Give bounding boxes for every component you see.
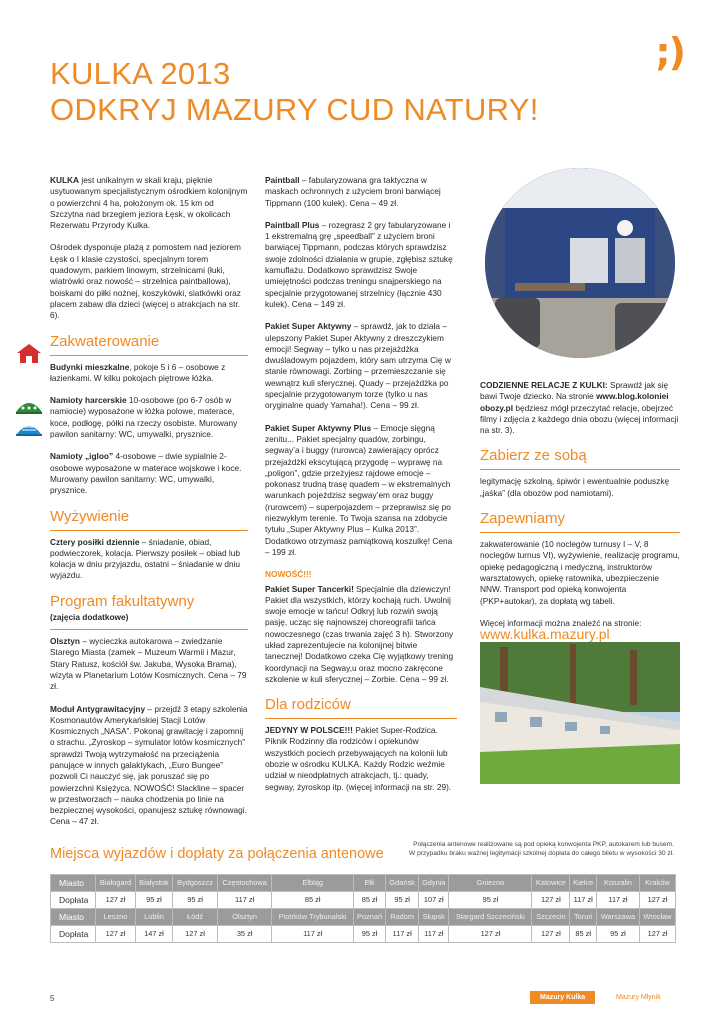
- price-cell: 85 zł: [272, 892, 354, 909]
- price-cell: 85 zł: [570, 926, 597, 943]
- building-photo: [480, 642, 680, 784]
- table-row: [51, 875, 676, 892]
- city-cell: Koszalin: [597, 875, 640, 892]
- footer-tag-kulka[interactable]: Mazury Kulka: [530, 991, 595, 1004]
- city-cell: Wrocław: [639, 909, 675, 926]
- accommodation-tents: [50, 395, 248, 440]
- city-cell: Stargard Szczeciński: [449, 909, 532, 926]
- table-row: [51, 909, 676, 926]
- city-cell: Elbląg: [272, 875, 354, 892]
- relations-text: Sprawdź jak się bawi Twoje dziecko. Na stronie: [480, 380, 669, 402]
- price-cell: 95 zł: [449, 892, 532, 909]
- city-cell: Lublin: [135, 909, 173, 926]
- table-note-1: Połączenia antenowe realizowane są pod opieką konwojenta PKP, autokarem lub busem.: [413, 841, 674, 848]
- olsztyn-bold: Olsztyn: [50, 636, 80, 647]
- price-cell: 127 zł: [96, 892, 135, 909]
- price-cell: 127 zł: [449, 926, 532, 943]
- heading-program: Program fakultatywny: [50, 592, 195, 610]
- super-active-plus-bold: Pakiet Super Aktywny Plus: [265, 422, 372, 433]
- provide-paragraph: zakwaterowanie (10 noclegów turnusy I – V, 8 noclegów turnus VI), wyżywienie, realizację programu, opiekę pedagogiczną i medyczną, instruktorów warsztatowych, opiekę ratownika, ubezpieczenie NNW. Transport pod opieką konwojenta (PKP+autokar), za dopłatą wg tabeli.: [480, 539, 680, 606]
- program-subtitle: (zajęcia dodatkowe): [50, 611, 129, 622]
- food-text: – śniadanie, obiad, podwieczorek, kolacja. Pierwszy posiłek – obiad lub kolacja w dniu przyjazdu, ostatni – śniadanie w dniu wyjazdu.: [50, 536, 241, 581]
- dancer-bold: Pakiet Super Tancerki!: [265, 583, 354, 594]
- divider: [265, 718, 457, 719]
- row-label: Dopłata: [51, 892, 96, 909]
- column-middle: [265, 175, 457, 804]
- price-table: [50, 874, 676, 943]
- column-right: [480, 380, 680, 643]
- super-active-paragraph: [265, 321, 457, 411]
- city-cell: Kraków: [639, 875, 675, 892]
- accommodation-buildings: [50, 362, 248, 385]
- paintball-paragraph: [265, 175, 457, 209]
- divider: [480, 532, 680, 533]
- new-badge: NOWOŚĆ!!!: [265, 569, 312, 580]
- table-title: Miejsca wyjazdów i dopłaty za połączenia antenowe: [50, 846, 384, 862]
- divider: [50, 355, 248, 356]
- tents-bold: Namioty harcerskie: [50, 395, 127, 406]
- paintball-plus-text: – rozegrasz 2 gry fabularyzowane i 1 ekstremalną grę „speedball” z użyciem broni barwiącej Tippmann, podczas których sprawdzisz swoje zdolności działania w grupie, zgłębisz sztukę kamuflażu. Dodatkowo sprawdzisz Swoje umiejętności podczas treningu snajperskiego na specjalnie przygotowanej strzelnicy (łącznie 430 kulek). Cena – 149 zł.: [265, 219, 453, 309]
- intro-bold: KULKA: [50, 175, 80, 185]
- igloo-icon: [14, 416, 44, 438]
- price-cell: 117 zł: [217, 892, 272, 909]
- price-cell: 127 zł: [173, 926, 218, 943]
- city-cell: Katowice: [532, 875, 570, 892]
- blog-link[interactable]: www.blog.koloniei​obozy.pl: [480, 391, 669, 413]
- intro-paragraph: [50, 175, 248, 231]
- dancer-text: Specjalnie dla dziewczyn! Pakiet dla wszystkich, którzy kochają ruch. Uwolnij swoje emocje w tańcu! Odkryj lub rozwiń swoją pasję, ucząc się najnowszej choreografii tańca nowoczesnego (czas trwania zajęć 3 h). Stworzony układ zaprezentujecie na kolonijnej bitwie tanecznej! Dodatkowo czeka Cię wyjątkowy trening koordynacji na Segway,u oraz mocno zakręcone szkolenie w kuli sferycznej – Zorbie. Cena – 99 zł.: [265, 583, 454, 684]
- price-cell: 127 zł: [96, 926, 135, 943]
- heading-parents: Dla rodziców: [265, 696, 351, 714]
- super-active-plus-text: – Emocje sięgną zenitu... Pakiet specjalny quadów, zorbingu, segway’a i buggy (rurowca) zawierający oprócz przejażdżki ekscytującą przygodę – wyprawę na „poligon”, gdzie przeżyjesz rajdowe emocje – pokonasz trudną trasę quadem – w ekstremalnych warunkach pojeździsz segway’em oraz buggy (rurowcem) – superpojazdem – przeprawisz się po niezwykłym terenie. To Twoja szansa na zdobycie tytułu „Super Aktywny Plus – Kulka 2013”. Dodatkowo otrzymasz pamiątkową koszulkę! Cena – 199 zł.: [265, 422, 453, 557]
- table-note: [374, 840, 674, 858]
- house-icon: [14, 342, 44, 364]
- table-note-2: W przypadku braku ważnej legitymacji szkolnej dopłata do całego biletu w wysokości 30 zł.: [409, 850, 674, 857]
- more-info: Więcej informacji można znaleźć na stronie:: [480, 617, 642, 628]
- igloo-bold: Namioty „igloo”: [50, 451, 114, 462]
- parents-paragraph: [265, 725, 457, 793]
- city-cell: Białystok: [135, 875, 173, 892]
- heading-food: Wyżywienie: [50, 507, 130, 525]
- relations-paragraph: [480, 380, 680, 436]
- divider: [50, 530, 248, 531]
- price-cell: 95 zł: [135, 892, 173, 909]
- divider: [50, 629, 248, 630]
- divider: [480, 469, 680, 470]
- row-label: Miasto: [51, 875, 96, 892]
- heading-bring: Zabierz ze sobą: [480, 447, 587, 465]
- city-cell: Radom: [386, 909, 419, 926]
- city-cell: Toruń: [570, 909, 597, 926]
- city-cell: Szczecin: [532, 909, 570, 926]
- relations-bold: CODZIENNE RELACJE Z KULKI:: [480, 380, 608, 390]
- price-cell: 147 zł: [135, 926, 173, 943]
- price-cell: 95 zł: [597, 926, 640, 943]
- price-cell: 95 zł: [353, 926, 385, 943]
- price-cell: 117 zł: [386, 926, 419, 943]
- city-cell: Gdańsk: [386, 875, 419, 892]
- city-cell: Słupsk: [419, 909, 449, 926]
- price-cell: 85 zł: [353, 892, 385, 909]
- city-cell: Gniezno: [449, 875, 532, 892]
- price-cell: 95 zł: [386, 892, 419, 909]
- program-olsztyn: [50, 636, 248, 692]
- super-active-text: – sprawdź, jak to działa – ulepszony Pakiet Super Aktywny z dreszczykiem emocji! Segway – tylko u nas przejażdżka dwuśladowym pojazdem, który sam utrzyma Cię w stanie równowagi. Zorbing – przemieszczanie się wewnątrz kuli sferycznej. Quady – przejażdżka po specjalnie przygotowanym torze (tylko u nas oryginalne quady Yamaha!). Cena – 99 zł.: [265, 321, 451, 411]
- bring-paragraph: legitymację szkolną, śpiwór i ewentualnie poduszkę „jaśka” (dla obozów pod namiotami).: [480, 476, 670, 498]
- super-active-bold: Pakiet Super Aktywny: [265, 321, 352, 332]
- page-title: [50, 56, 539, 128]
- interior-illustration: [485, 168, 675, 358]
- paintball-plus-bold: Paintball Plus: [265, 219, 320, 230]
- food-bold: Cztery posiłki dziennie: [50, 536, 140, 547]
- price-cell: 127 zł: [532, 926, 570, 943]
- paintball-text: – fabularyzowana gra taktyczna w maskach ochronnych z użyciem broni barwiącej Tippmann (100 kulek). Cena – 49 zł.: [265, 175, 441, 208]
- city-cell: Poznań: [353, 909, 385, 926]
- city-cell: Białogard: [96, 875, 135, 892]
- city-cell: Piotrków Trybunalski: [272, 909, 354, 926]
- paintball-plus-paragraph: [265, 220, 457, 310]
- heading-provide: Zapewniamy: [480, 510, 566, 528]
- city-cell: Olsztyn: [217, 909, 272, 926]
- super-active-plus-paragraph: [265, 423, 457, 559]
- footer-tag-mlynik[interactable]: Mazury Młynik: [616, 994, 661, 1001]
- smiley-logo: ;): [655, 30, 684, 74]
- city-cell: Bydgoszcz: [173, 875, 218, 892]
- price-cell: 127 zł: [639, 892, 675, 909]
- parents-bold: JEDYNY W POLSCE!!!: [265, 725, 353, 736]
- program-antigravity: [50, 704, 248, 828]
- city-cell: Kielce: [570, 875, 597, 892]
- accommodation-igloo: [50, 451, 248, 496]
- relations-text-2: będziesz mógł przeczytać relacje, obejrzeć filmy i zdjęcia z każdego dnia obozu (więcej informacji na str. 3).: [480, 402, 679, 436]
- city-cell: Ełk: [353, 875, 385, 892]
- page-number: 5: [50, 994, 55, 1003]
- paintball-bold: Paintball: [265, 175, 300, 185]
- building-illustration: [480, 642, 680, 784]
- city-cell: Gdynia: [419, 875, 449, 892]
- antigravity-text: – przejdź 3 etapy szkolenia Kosmonautów Amerykańskiej Stacji Lotów Kosmicznych „NASA”. Pokonaj grawitację i zapomnij o strachu. „Żyroskop – symulator lotów kosmicznych” sprawdzi Twoją wytrzymałość na przeciążenia panujące w innych galaktykach, „Euro Bungee” pozwoli Ci nauczyć się, jak poruszać się po powierzchni Księżyca. NOWOŚĆ! Slackline – spacer w przestworzach – nauka chodzenia po linie na bezpiecznej wysokości, opanujesz sztukę równowagi. Cena – 47 zł.: [50, 703, 248, 827]
- igloo-text: 4-osobowe – dwie sypialnie 2-osobowe wyposażone w materace wojskowe i koce. Murowany pawilon sanitarny: WC, umywalki, prysznice.: [50, 451, 242, 496]
- title-line-2: ODKRYJ MAZURY CUD NATURY!: [50, 92, 539, 127]
- price-cell: 117 zł: [272, 926, 354, 943]
- resort-paragraph: Ośrodek dysponuje plażą z pomostem nad jeziorem Łęsk o I klasie czystości, specjalnym torem quadowym, parkiem linowym, strzelnicami (łuki, wiatrówki oraz nowość – strzelnica paintballowa), boiskami do piłki nożnej, koszykówki, siatkówki oraz placem zabaw dla dzieci (więcej o atrakcjach na str. 6).: [50, 242, 241, 321]
- parents-text: Pakiet Super-Rodzica. Piknik Rodzinny dla rodziców i opiekunów wszystkich pociech przebywających na kolonii lub obozie w ośrodku KULKA. Każdy Rodzic weźmie udział w nieodpłatnych atrakcjach, tj.: quady, segway, żyroskop itp. (więcej informacji na str. 29).: [265, 725, 452, 792]
- dancer-paragraph: [265, 584, 457, 686]
- price-cell: 35 zł: [217, 926, 272, 943]
- intro-text: jest unikalnym w skali kraju, pięknie usytuowanym specjalistycznym ośrodkiem kolonijnym o powierzchni 4 ha, położonym ok. 15 km od Szczytna nad brzegiem jeziora Łęsk, w okolicach Rezerwatu Przyrody Kulka.: [50, 175, 248, 231]
- table-row: [51, 926, 676, 943]
- price-cell: 117 zł: [597, 892, 640, 909]
- table-row: [51, 892, 676, 909]
- price-cell: 107 zł: [419, 892, 449, 909]
- column-left: [50, 175, 248, 839]
- row-label: Miasto: [51, 909, 96, 926]
- city-cell: Częstochowa: [217, 875, 272, 892]
- city-cell: Warszawa: [597, 909, 640, 926]
- price-cell: 127 zł: [639, 926, 675, 943]
- price-cell: 117 zł: [419, 926, 449, 943]
- tents-text: 10-osobowe (po 6-7 osób w namiocie) wyposażone w łóżka polowe, materace, koce, podłogę, półki na rzeczy osobiste. Murowany pawilon sanitarny: WC, umywalki, prysznice.: [50, 395, 238, 440]
- price-cell: 95 zł: [173, 892, 218, 909]
- title-line-1: KULKA 2013: [50, 56, 231, 91]
- city-cell: Leszno: [96, 909, 135, 926]
- food-paragraph: [50, 537, 248, 582]
- buildings-bold: Budynki mieszkalne: [50, 361, 130, 372]
- heading-accommodation: Zakwaterowanie: [50, 332, 160, 350]
- website-link[interactable]: www.kulka.mazury.pl: [480, 626, 610, 643]
- row-label: Dopłata: [51, 926, 96, 943]
- price-cell: 127 zł: [532, 892, 570, 909]
- interior-photo: [485, 168, 675, 358]
- antigravity-bold: Moduł Antygrawitacyjny: [50, 703, 146, 714]
- olsztyn-text: – wycieczka autokarowa – zwiedzanie Starego Miasta (zamek – Muzeum Warmii i Mazur, Stary Ratusz, kościół św. Jakuba, Wysoka Brama), wizyta w Planetarium Lotów Kosmicznych. Cena – 79 zł.: [50, 636, 247, 692]
- price-cell: 117 zł: [570, 892, 597, 909]
- city-cell: Łódź: [173, 909, 218, 926]
- buildings-text: , pokoje 5 i 6 – osobowe z łazienkami. W kilku pokojach piętrowe łóżka.: [50, 361, 226, 383]
- tent-icon: [14, 394, 44, 416]
